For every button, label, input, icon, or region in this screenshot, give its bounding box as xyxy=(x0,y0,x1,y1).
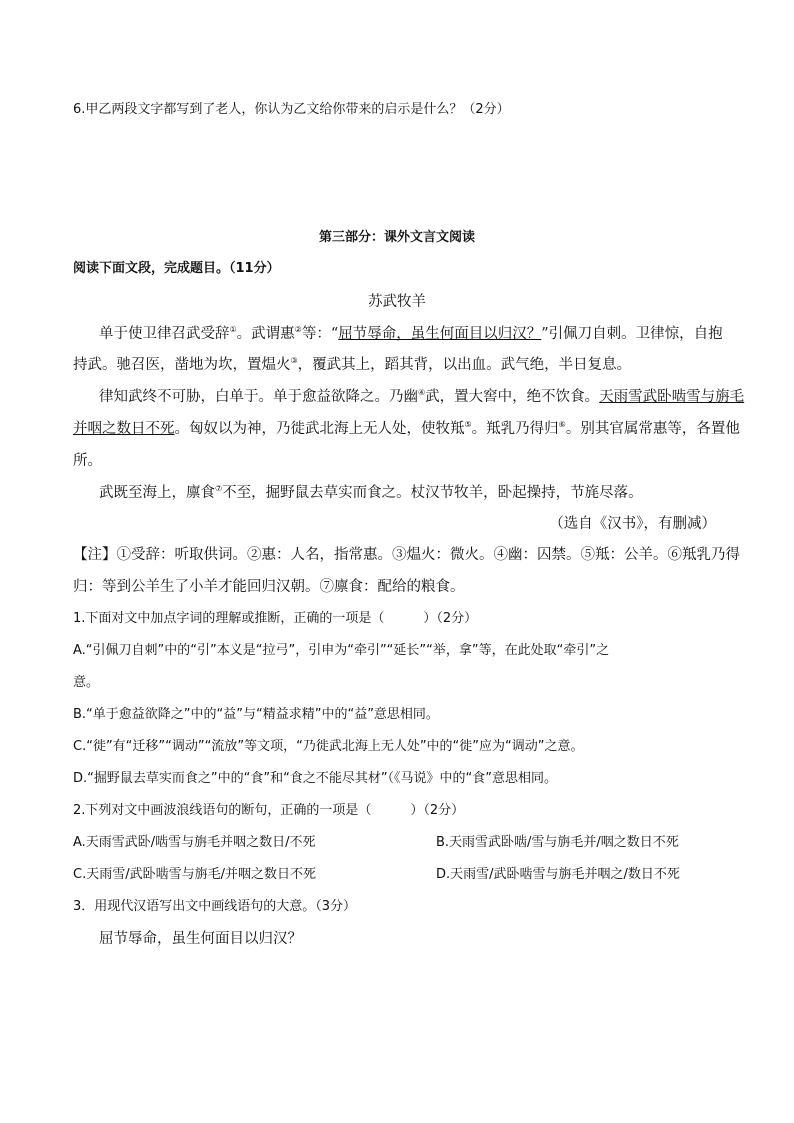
text-run: 。别其官属常惠等，各置他 xyxy=(565,421,740,437)
text-run: 不至，掘野鼠去草实而食之。杖汉节牧羊，卧起操持，节旄尽落。 xyxy=(222,485,643,501)
passage-paragraph-1-line-1 xyxy=(99,324,723,344)
question-2-stem: 2.下列对文中画波浪线语句的断句，正确的一项是（ ）（2分） xyxy=(73,803,465,818)
passage-paragraph-1-line-2 xyxy=(73,355,631,375)
section-instruction: 阅读下面文段，完成题目。（11分） xyxy=(73,261,280,276)
passage-paragraph-2-line-3: 所。 xyxy=(73,453,102,469)
text-run: 单于使卫律召武受辞 xyxy=(99,326,230,342)
notes-line-1: 【注】①受辞：听取供词。②惠：人名，指常惠。③煴火：微火。④幽：囚禁。⑤羝：公羊。⑥羝乳乃得 xyxy=(73,547,740,563)
text-run: 武既至海上，廪食 xyxy=(99,485,215,501)
text-run: 。羝乳乃得归 xyxy=(471,421,559,437)
wavy-sentence-part-1: 天雨雪武卧啮雪与旃毛 xyxy=(599,389,745,405)
question-2-option-c: C.天雨雪/武卧啮雪与旃毛/并咽之数日不死 xyxy=(73,867,316,882)
note-mark: ② xyxy=(294,325,302,335)
section-title: 第三部分：课外文言文阅读 xyxy=(318,230,475,245)
note-mark: ④ xyxy=(418,388,426,398)
question-1-option-b: B.“单于愈益欲降之”中的“益”与“精益求精”中的“益”意思相同。 xyxy=(73,707,439,722)
question-1-option-a-line-1: A.“引佩刀自刺”中的“引”本义是“拉弓”，引申为“牵引”“延长”“举，拿”等，在此处取“牵引”之 xyxy=(73,643,610,658)
question-2-option-d: D.天雨雪/武卧啮雪与旃毛并咽之/数日不死 xyxy=(436,867,680,882)
wavy-sentence-part-2: 并咽之数日不死 xyxy=(73,421,175,437)
note-mark: ① xyxy=(229,325,237,335)
question-1-option-d: D.“掘野鼠去草实而食之”中的“食”和“食之不能尽其材”（《马说》中的“食”意思相同。 xyxy=(73,771,558,786)
passage-title: 苏武牧羊 xyxy=(368,294,426,310)
text-run: ，覆武其上，蹈其背，以出血。武气绝，半日复息。 xyxy=(297,357,632,373)
question-3-sentence: 屈节辱命，虽生何面目以归汉？ xyxy=(99,931,302,947)
notes-line-2: 归：等到公羊生了小羊才能回归汉朝。⑦廪食：配给的粮食。 xyxy=(73,579,465,595)
question-1-option-c: C.“徙”有“迁移”“调动”“流放”等文项，“乃徙武北海上无人处”中的“徙”应为“调动”之意。 xyxy=(73,739,584,754)
question-6: 6.甲乙两段文字都写到了老人，你认为乙文给你带来的启示是什么？（2分） xyxy=(73,102,510,117)
text-run: 。武谓惠 xyxy=(236,326,295,342)
passage-paragraph-3 xyxy=(99,483,643,503)
question-2-option-a: A.天雨雪武卧/啮雪与旃毛并咽之数日/不死 xyxy=(73,835,316,850)
note-mark: ⑤ xyxy=(464,420,472,430)
text-run: 持武。驰召医，凿地为坎，置煴火 xyxy=(73,357,291,373)
text-run: 武，置大窖中，绝不饮食。 xyxy=(425,389,600,405)
question-2-option-b: B.天雨雪武卧啮/雪与旃毛并/咽之数日不死 xyxy=(436,835,679,850)
note-mark: ⑥ xyxy=(558,420,566,430)
question-1-option-a-line-2: 意。 xyxy=(73,675,100,690)
question-1-stem: 1.下面对文中加点字词的理解或推断，正确的一项是（ ）（2分） xyxy=(73,611,478,626)
passage-paragraph-2-line-1 xyxy=(99,387,744,407)
text-run: ”引佩刀自刺。卫律惊，自抱 xyxy=(541,326,723,342)
text-run: 等：“ xyxy=(301,326,339,342)
passage-paragraph-2-line-2 xyxy=(73,419,740,439)
text-run: 。匈奴以为神，乃徙武北海上无人处，使牧羝 xyxy=(174,421,465,437)
underlined-sentence: 屈节辱命，虽生何面目以归汉？ xyxy=(338,326,542,342)
passage-source: （选自《汉书》，有删减） xyxy=(549,516,716,532)
text-run: 律知武终不可胁，白单于。单于愈益欲降之。乃幽 xyxy=(99,389,418,405)
question-3-stem: 3．用现代汉语写出文中画线语句的大意。（3分） xyxy=(73,899,357,914)
note-mark: ⑦ xyxy=(215,484,223,494)
note-mark: ③ xyxy=(290,356,298,366)
